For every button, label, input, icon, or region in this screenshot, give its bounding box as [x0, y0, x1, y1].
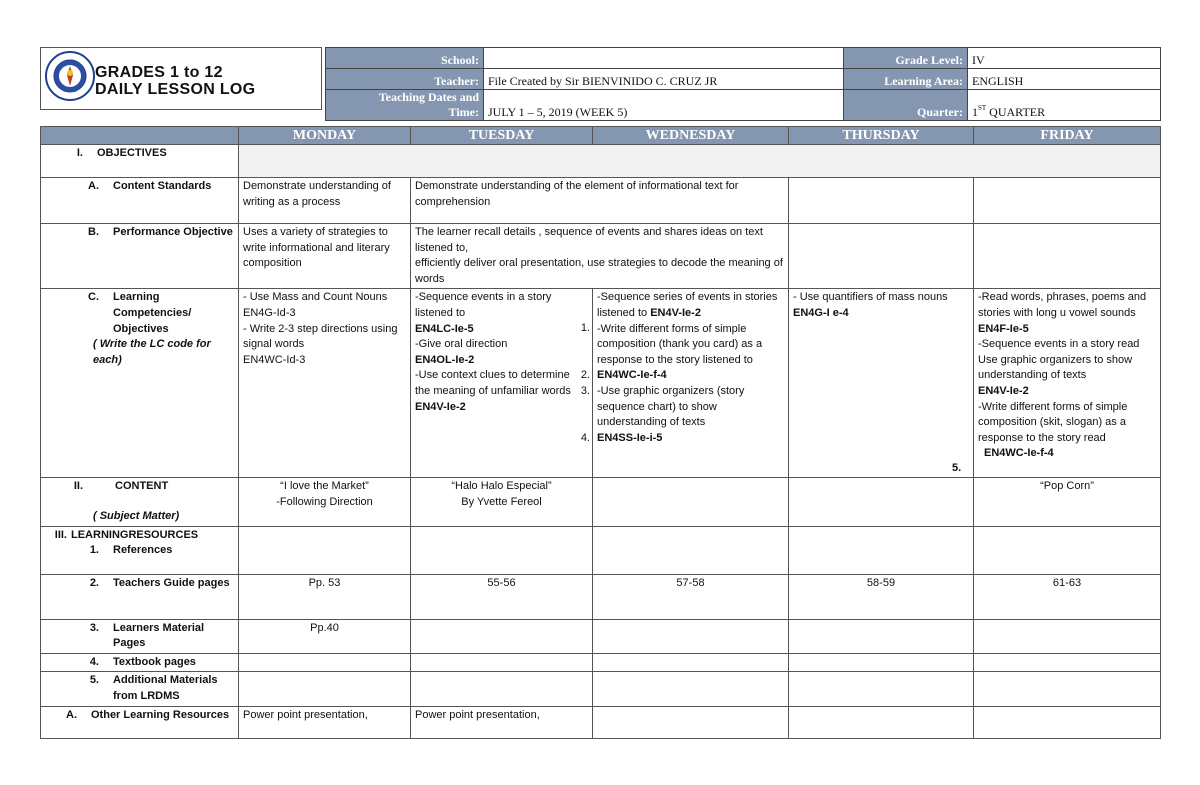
references-row [41, 526, 1161, 574]
learners-material-monday: Pp.40 [239, 619, 411, 653]
textbook-wednesday [593, 653, 789, 672]
competencies-label [41, 289, 239, 478]
objectives-merged-cell [239, 145, 1161, 178]
textbook-label [41, 653, 239, 672]
content-standards-tuesday: Demonstrate understanding of the element of informational text for comprehension [411, 178, 789, 224]
content-standards-thursday [789, 178, 974, 224]
learners-material-wednesday [593, 619, 789, 653]
teaching-dates-label-line2: Time: [448, 105, 479, 119]
learners-material-thursday [789, 619, 974, 653]
friday-code-3: EN4V-Ie-2 [978, 384, 1029, 397]
performance-thursday [789, 224, 974, 289]
competencies-tuesday [411, 289, 593, 478]
teachers-guide-friday: 61-63 [974, 574, 1161, 619]
teachers-guide-row [41, 574, 1161, 619]
references-num: 1. [89, 544, 99, 557]
content-standards-monday: Demonstrate understanding of writing as a process [239, 178, 411, 224]
wednesday-obj-2: -Write different forms of simple composition (thank you card) as a response to the story listened to [597, 322, 763, 366]
list-number: 2. [580, 369, 590, 382]
teaching-dates-value: JULY 1 – 5, 2019 (WEEK 5) [484, 90, 844, 121]
competencies-num: C. [88, 291, 99, 304]
objectives-label [41, 145, 239, 178]
other-resources-tuesday: Power point presentation, [411, 706, 593, 738]
tuesday-obj-3: -Use context clues to determine the meaning of unfamiliar words [415, 369, 571, 397]
teachers-guide-label [41, 574, 239, 619]
wednesday-code-3: EN4SS-Ie-i-5 [597, 431, 663, 444]
wednesday-code-1: EN4V-Ie-2 [650, 306, 701, 319]
textbook-num: 4. [89, 655, 99, 668]
textbook-monday [239, 653, 411, 672]
quarter-value [968, 90, 1161, 121]
content-num: II. [73, 480, 83, 493]
day-tuesday: TUESDAY [411, 127, 593, 145]
deped-seal-icon [45, 51, 95, 101]
performance-friday [974, 224, 1161, 289]
teachers-guide-thursday: 58-59 [789, 574, 974, 619]
learning-area-value: ENGLISH [968, 69, 1161, 90]
references-tuesday [411, 526, 593, 574]
learners-material-text: Learners Material Pages [113, 621, 205, 650]
wednesday-code-2: EN4WC-Ie-f-4 [597, 369, 667, 382]
performance-tuesday [411, 224, 789, 289]
teacher-label: Teacher: [326, 69, 484, 90]
wednesday-obj-1-text: -Sequence series of events in stories listened to [597, 291, 778, 319]
performance-tuesday-line2: efficiently deliver oral presentation, use strategies to decode the meaning of words [415, 257, 783, 285]
references-monday [239, 526, 411, 574]
competencies-monday-line: - Write 2-3 step directions using signal words [243, 322, 398, 351]
learners-material-row [41, 619, 1161, 653]
list-number: 3. [580, 385, 590, 398]
other-resources-text: Other Learning Resources [91, 708, 230, 721]
content-standards-text: Content Standards [113, 180, 212, 192]
performance-tuesday-line1: The learner recall details , sequence of events and shares ideas on text listened to, [415, 226, 763, 254]
tuesday-code-1: EN4LC-Ie-5 [415, 322, 474, 335]
references-friday [974, 526, 1161, 574]
friday-obj-3: Use graphic organizers to show understanding of texts [978, 353, 1133, 382]
competencies-text: Learning Competencies/ Objectives [113, 291, 192, 335]
grade-level-label: Grade Level: [844, 48, 968, 69]
resources-text: LEARNINGRESOURCES [71, 528, 199, 541]
other-resources-friday [974, 706, 1161, 738]
content-tuesday [411, 478, 593, 526]
content-standards-row [41, 178, 1161, 224]
title-grades: GRADES 1 to 12 [95, 64, 223, 81]
learners-material-friday [974, 619, 1161, 653]
teachers-guide-tuesday: 55-56 [411, 574, 593, 619]
performance-monday: Uses a variety of strategies to write informational and literary composition [239, 224, 411, 289]
competencies-note: ( Write the LC code for each) [93, 338, 211, 366]
list-number: 4. [580, 432, 590, 445]
grade-level-value: IV [968, 48, 1161, 69]
additional-materials-row [41, 672, 1161, 706]
thursday-obj-1: - Use quantifiers of mass nouns [793, 291, 948, 304]
tuesday-obj-2: -Give oral direction [415, 338, 508, 351]
school-info-table [325, 47, 1161, 121]
performance-row [41, 224, 1161, 289]
list-number: 5. [952, 462, 962, 475]
content-row [41, 478, 1161, 526]
content-tuesday-title: “Halo Halo Especial” [451, 480, 552, 493]
competencies-monday [239, 289, 411, 478]
friday-obj-2: -Sequence events in a story read [978, 338, 1140, 351]
additional-materials-wednesday [593, 672, 789, 706]
content-monday [239, 478, 411, 526]
content-standards-num: A. [88, 180, 99, 192]
teachers-guide-text: Teachers Guide pages [113, 576, 230, 589]
learners-material-num: 3. [89, 621, 99, 634]
other-resources-row [41, 706, 1161, 738]
thursday-code-1: EN4G-I e-4 [793, 306, 849, 319]
wednesday-obj-3: -Use graphic organizers (story sequence chart) to show understanding of texts [597, 384, 745, 429]
competencies-friday [952, 289, 1161, 478]
additional-materials-text: Additional Materials from LRDMS [113, 674, 218, 702]
day-monday: MONDAY [239, 127, 411, 145]
lesson-log-table [40, 126, 1161, 739]
friday-obj-1: -Read words, phrases, poems and stories with long u vowel sounds [978, 291, 1147, 319]
references-wednesday [593, 526, 789, 574]
other-resources-thursday [789, 706, 974, 738]
quarter-label: Quarter: [844, 90, 968, 121]
tuesday-code-2: EN4OL-Ie-2 [415, 353, 475, 366]
wednesday-obj-1 [597, 290, 784, 321]
additional-materials-friday [974, 672, 1161, 706]
friday-obj-4: -Write different forms of simple composition (skit, slogan) as a response to the story read [978, 400, 1128, 444]
teachers-guide-monday: Pp. 53 [239, 574, 411, 619]
textbook-friday [974, 653, 1161, 672]
textbook-row [41, 653, 1161, 672]
day-thursday: THURSDAY [789, 127, 974, 145]
quarter-suffix: ST [978, 104, 987, 112]
days-header-row [41, 127, 1161, 145]
textbook-text: Textbook pages [113, 655, 196, 668]
content-monday-title: “I love the Market” [280, 480, 369, 493]
header-title-box [40, 47, 322, 110]
friday-code-4: EN4WC-Ie-f-4 [984, 447, 1054, 460]
additional-materials-num: 5. [89, 674, 99, 687]
content-text: CONTENT [115, 480, 169, 493]
content-wednesday [593, 478, 789, 526]
other-resources-num: A. [66, 708, 77, 721]
teaching-dates-label-line1: Teaching Dates and [378, 90, 479, 104]
teacher-value: File Created by Sir BIENVINIDO C. CRUZ JR [484, 69, 844, 90]
teaching-dates-label [326, 90, 484, 121]
content-sub: ( Subject Matter) [93, 509, 180, 522]
resources-num: III. [54, 528, 67, 541]
additional-materials-thursday [789, 672, 974, 706]
objectives-num: I. [76, 147, 83, 159]
competencies-monday-line: EN4G-Id-3 [243, 306, 296, 319]
content-standards-label [41, 178, 239, 224]
other-resources-label [41, 706, 239, 738]
teachers-guide-wednesday: 57-58 [593, 574, 789, 619]
content-thursday [789, 478, 974, 526]
performance-num: B. [88, 226, 99, 238]
content-label [41, 478, 239, 526]
tuesday-code-3: EN4V-Ie-2 [415, 400, 466, 413]
content-monday-sub: -Following Direction [276, 495, 373, 508]
learners-material-tuesday [411, 619, 593, 653]
days-header-blank [41, 127, 239, 145]
textbook-tuesday [411, 653, 593, 672]
references-text: References [113, 544, 173, 557]
competencies-monday-line: EN4WC-Id-3 [243, 353, 306, 366]
competencies-wednesday [593, 289, 789, 478]
competencies-thursday [789, 289, 974, 478]
learning-area-label: Learning Area: [844, 69, 968, 90]
quarter-text: QUARTER [986, 105, 1046, 119]
day-friday: FRIDAY [974, 127, 1161, 145]
title-daily-lesson-log: DAILY LESSON LOG [95, 81, 256, 98]
objectives-row [41, 145, 1161, 178]
school-label: School: [326, 48, 484, 69]
additional-materials-label [41, 672, 239, 706]
teachers-guide-num: 2. [89, 576, 99, 589]
school-value [484, 48, 844, 69]
tuesday-obj-1: -Sequence events in a story listened to [415, 291, 552, 319]
performance-text: Performance Objective [113, 226, 233, 238]
resources-label [41, 526, 239, 574]
objectives-text: OBJECTIVES [97, 147, 167, 159]
additional-materials-tuesday [411, 672, 593, 706]
list-number: 1. [580, 322, 590, 335]
learners-material-label [41, 619, 239, 653]
competencies-monday-line: - Use Mass and Count Nouns [243, 291, 388, 304]
content-friday: “Pop Corn” [974, 478, 1161, 526]
competencies-row [41, 289, 1161, 478]
other-resources-wednesday [593, 706, 789, 738]
references-thursday [789, 526, 974, 574]
friday-code-1: EN4F-Ie-5 [978, 322, 1029, 335]
textbook-thursday [789, 653, 974, 672]
quarter-number: 1 [972, 105, 978, 119]
additional-materials-monday [239, 672, 411, 706]
other-resources-monday: Power point presentation, [239, 706, 411, 738]
performance-label [41, 224, 239, 289]
day-wednesday: WEDNESDAY [593, 127, 789, 145]
content-tuesday-author: By Yvette Fereol [461, 495, 542, 508]
content-standards-friday [974, 178, 1161, 224]
